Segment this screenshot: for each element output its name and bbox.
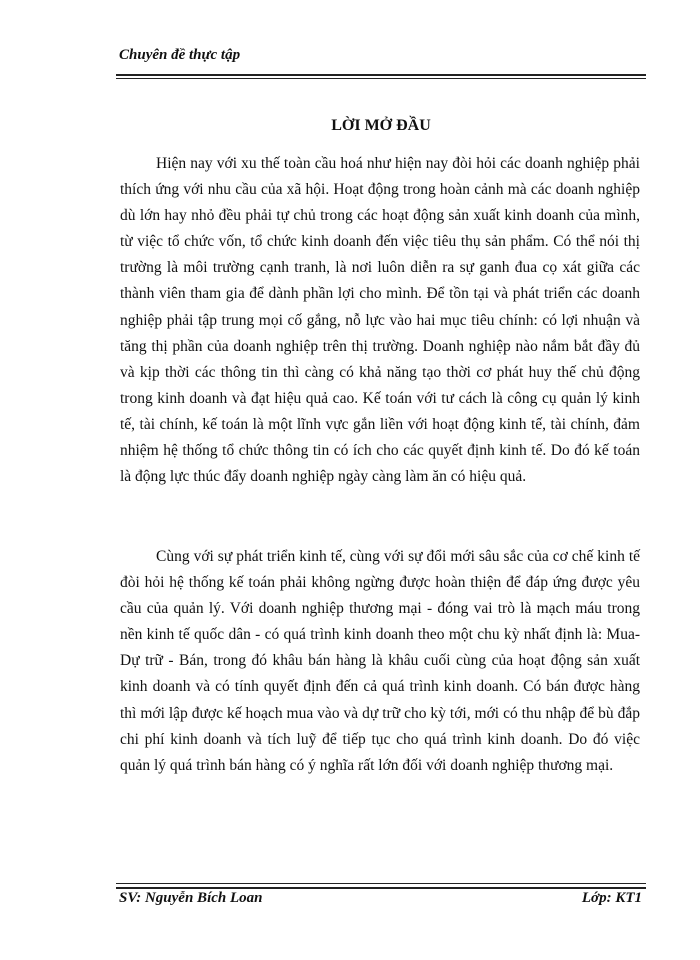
footer-rule-thin xyxy=(116,883,646,884)
paragraph-1 xyxy=(120,151,640,490)
footer-class: Lớp: KT1 xyxy=(581,890,642,906)
header-title: Chuyên đề thực tập xyxy=(119,47,241,63)
header-rule-thick xyxy=(116,74,646,76)
footer-rule-thick xyxy=(116,887,646,889)
document-title: LỜI MỞ ĐẦU xyxy=(331,117,431,134)
paragraph-1-text: Hiện nay với xu thế toàn cầu hoá như hiện nay đòi hỏi các doanh nghiệp phải thích ứng với nhu cầu của xã hội. Hoạt động trong hoàn cảnh mà các doanh nghiệp dù lớn hay nhỏ đều phải tự chủ trong các hoạt động sản xuất kinh doanh của mình, từ việc tổ chức vốn, tổ chức kinh doanh đến việc tiêu thụ sản phẩm. Có thể nói thị trường là môi trường cạnh tranh, là nơi luôn diễn ra sự ganh đua cọ xát giữa các thành viên tham gia để dành phần lợi cho mình. Để tồn tại và phát triển các doanh nghiệp phải tập trung mọi cố gắng, nỗ lực vào hai mục tiêu chính: có lợi nhuận và tăng thị phần của doanh nghiệp trên thị trường. Doanh nghiệp nào nắm bắt đầy đủ và kịp thời các thông tin thì càng có khả năng tạo thời cơ phát huy thế chủ động trong kinh doanh và đạt hiệu quả cao. Kế toán với tư cách là công cụ quản lý kinh tế, tài chính, kế toán là một lĩnh vực gắn liền với hoạt động kinh tế, tài chính, đảm nhiệm hệ thống tổ chức thông tin có ích cho các quyết định kinh tế. Do đó kế toán là động lực thúc đẩy doanh nghiệp ngày càng làm ăn có hiệu quả. xyxy=(120,155,640,486)
header-rule-thin xyxy=(116,78,646,79)
paragraph-2-text: Cùng với sự phát triển kinh tế, cùng với sự đổi mới sâu sắc của cơ chế kinh tế đòi hỏi hệ thống kế toán phải không ngừng được hoàn thiện để đáp ứng được yêu cầu của quản lý. Với doanh nghiệp thương mại - đóng vai trò là mạch máu trong nền kinh tế quốc dân - có quá trình kinh doanh theo một chu kỳ nhất định là: Mua- Dự trữ - Bán, trong đó khâu bán hàng là khâu cuối cùng của hoạt động sản xuất kinh doanh và có tính quyết định đến cả quá trình kinh doanh. Có bán được hàng thì mới lập được kế hoạch mua vào và dự trữ cho kỳ tới, mới có thu nhập để bù đắp chi phí kinh doanh và tích luỹ để tiếp tục cho quá trình kinh doanh. Do đó việc quản lý quá trình bán hàng có ý nghĩa rất lớn đối với doanh nghiệp thương mại. xyxy=(120,548,640,774)
footer-student-name: SV: Nguyễn Bích Loan xyxy=(119,890,263,906)
paragraph-2 xyxy=(120,544,640,779)
